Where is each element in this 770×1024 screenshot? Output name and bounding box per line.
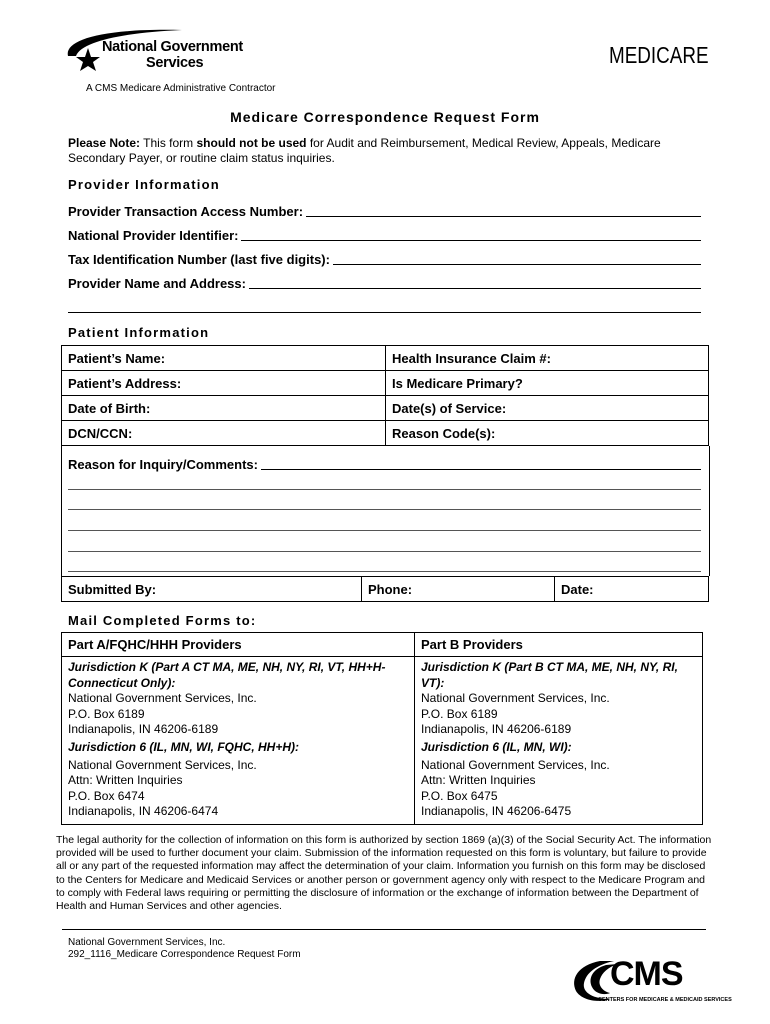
form-title: Medicare Correspondence Request Form [230, 109, 540, 125]
medicare-primary-cell[interactable]: Is Medicare Primary? [386, 371, 709, 396]
part-b-jurisdiction-k: Jurisdiction K (Part B CT MA, ME, NH, NY, RI, VT): [421, 660, 678, 690]
npi-label: National Provider Identifier: [68, 228, 239, 243]
table-row [62, 396, 709, 421]
submitted-by-cell[interactable]: Submitted By: [62, 577, 362, 602]
reason-row [68, 454, 701, 472]
address-line: National Government Services, Inc. [68, 691, 257, 706]
address-line: National Government Services, Inc. [68, 757, 257, 772]
provider-address-line-2[interactable] [68, 312, 701, 313]
hic-number-cell[interactable]: Health Insurance Claim #: [386, 346, 709, 371]
comment-line[interactable] [68, 489, 701, 490]
part-a-jurisdiction-k: Jurisdiction K (Part A CT MA, ME, NH, NY, RI, VT, HH+H-Connecticut Only): [68, 660, 386, 690]
reason-box [61, 446, 710, 576]
col-part-a: Part A/FQHC/HHH Providers [62, 633, 415, 657]
medicare-title: MEDICARE [609, 42, 709, 68]
address-line: Indianapolis, IN 46206-6474 [68, 804, 219, 819]
reason-field[interactable] [261, 469, 701, 470]
provider-npi-row [68, 225, 701, 243]
phone-cell[interactable]: Phone: [362, 577, 555, 602]
address-line: P.O. Box 6474 [68, 788, 145, 803]
provider-heading: Provider Information [68, 177, 220, 192]
tin-label: Tax Identification Number (last five digits): [68, 252, 330, 267]
address-line: Indianapolis, IN 46206-6189 [421, 722, 572, 737]
mail-table [61, 632, 703, 825]
provider-address-field[interactable] [249, 288, 701, 289]
please-note [68, 136, 708, 166]
mail-heading: Mail Completed Forms to: [68, 613, 257, 628]
footer-divider [62, 929, 706, 930]
table-row [62, 421, 709, 446]
ptan-label: Provider Transaction Access Number: [68, 204, 304, 219]
reason-codes-cell[interactable]: Reason Code(s): [386, 421, 709, 446]
ngs-logo [62, 26, 262, 74]
provider-ptan-row [68, 201, 701, 219]
address-line: Attn: Written Inquiries [421, 773, 536, 788]
date-cell[interactable]: Date: [555, 577, 709, 602]
col-part-b: Part B Providers [415, 633, 703, 657]
note-lead: Please Note: [68, 136, 141, 150]
address-line: National Government Services, Inc. [421, 691, 610, 706]
provider-address-row [68, 273, 701, 291]
dcn-ccn-cell[interactable]: DCN/CCN: [62, 421, 386, 446]
part-a-jurisdiction-6: Jurisdiction 6 (IL, MN, WI, FQHC, HH+H): [68, 739, 299, 754]
tagline: A CMS Medicare Administrative Contractor [86, 83, 276, 94]
ngs-logo-line1: National Government [102, 39, 243, 55]
part-b-jurisdiction-6: Jurisdiction 6 (IL, MN, WI): [421, 739, 572, 754]
table-row [62, 657, 703, 825]
patient-heading: Patient Information [68, 325, 210, 340]
address-line: National Government Services, Inc. [421, 757, 610, 772]
table-row [62, 346, 709, 371]
address-line: Attn: Written Inquiries [68, 773, 183, 788]
patient-table [61, 345, 709, 446]
table-row [62, 633, 703, 657]
ngs-logo-line2: Services [146, 55, 204, 71]
part-b-addresses [415, 657, 703, 825]
reason-label: Reason for Inquiry/Comments: [68, 457, 258, 472]
note-emph: should not be used [196, 136, 307, 150]
table-row [62, 371, 709, 396]
comment-line[interactable] [68, 509, 701, 510]
address-line: P.O. Box 6189 [68, 706, 145, 721]
address-line: P.O. Box 6475 [421, 788, 498, 803]
table-row [62, 577, 709, 602]
part-a-addresses [62, 657, 415, 825]
patient-name-cell[interactable]: Patient’s Name: [62, 346, 386, 371]
note-text-2: for Audit and Reimbursement, Medical Review, Appeals, Medicare Secondary Payer, or routine claim status inquiries. [68, 136, 661, 165]
comment-line[interactable] [68, 551, 701, 552]
footer-line-1: National Government Services, Inc. [68, 937, 226, 948]
footer-line-2: 292_1116_Medicare Correspondence Request Form [68, 949, 301, 960]
ptan-field[interactable] [306, 216, 701, 217]
cms-subtitle: CENTERS FOR MEDICARE & MEDICAID SERVICES [598, 997, 732, 1003]
cms-letters: CMS [610, 955, 683, 993]
address-line: Indianapolis, IN 46206-6475 [421, 804, 572, 819]
comment-line[interactable] [68, 530, 701, 531]
note-text-1: This form [140, 136, 197, 150]
address-line: Indianapolis, IN 46206-6189 [68, 722, 219, 737]
submitted-table [61, 576, 709, 602]
address-line: P.O. Box 6189 [421, 706, 498, 721]
tin-field[interactable] [333, 264, 701, 265]
comment-line[interactable] [68, 571, 701, 572]
provider-tin-row [68, 249, 701, 267]
cms-logo [570, 955, 732, 1007]
dates-of-service-cell[interactable]: Date(s) of Service: [386, 396, 709, 421]
npi-field[interactable] [241, 240, 701, 241]
provider-address-label: Provider Name and Address: [68, 276, 246, 291]
legal-notice: The legal authority for the collection of information on this form is authorized by section 1869 (a)(3) of the Social Security Act. The information provided will be used to further document your claim. Submission of the information requested on this form is voluntary, but failure to provide all or any part of the requested information may affect the determination of your claim. Information you furnish on this form may be disclosed to the Centers for Medicare and Medicaid Services or another person or government agency only with respect to the Medicare Program and to comply with Federal laws requiring or permitting the disclosure of information or the exchange of information between the Department of Health and Human Services and other agencies. [56, 834, 712, 913]
patient-address-cell[interactable]: Patient’s Address: [62, 371, 386, 396]
date-of-birth-cell[interactable]: Date of Birth: [62, 396, 386, 421]
